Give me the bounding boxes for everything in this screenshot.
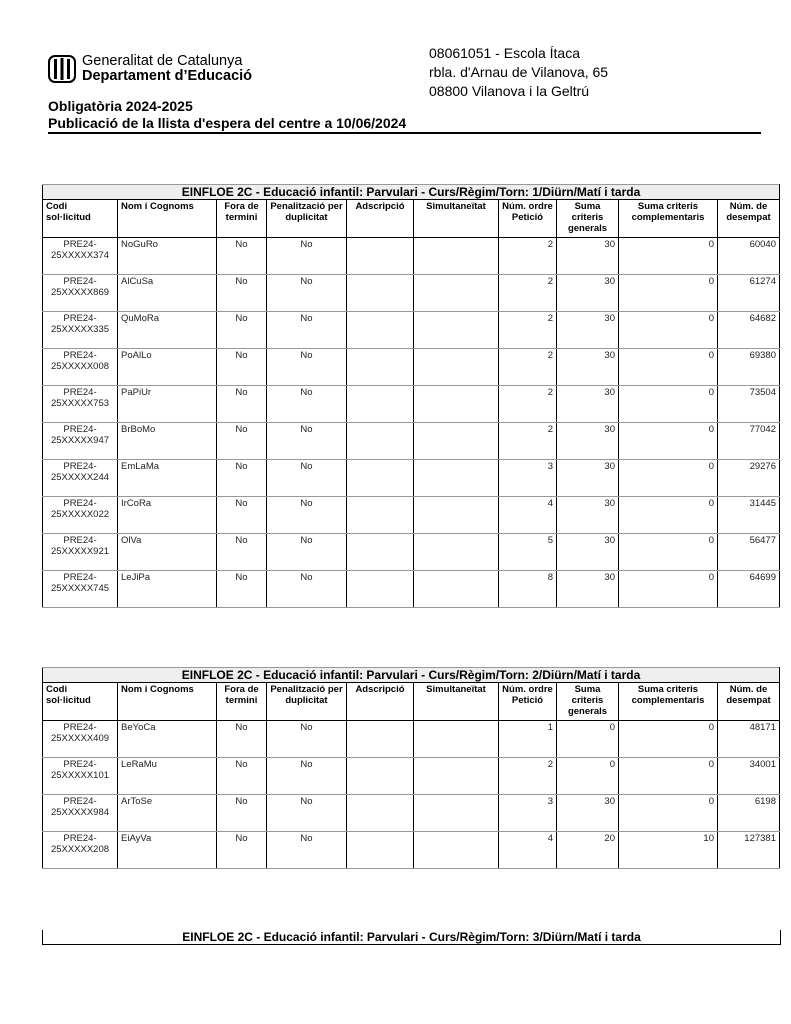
table-cell: No [217,423,267,460]
table-row [43,721,780,758]
waiting-list-table [42,184,780,608]
table-cell: No [267,571,347,608]
table-cell [347,721,414,758]
table-cell [414,832,499,869]
column-header: Núm. ordre Petició [499,200,557,238]
table-cell: 8 [499,571,557,608]
column-header: Suma criteris complementaris [619,683,718,721]
table-cell: 73504 [718,386,780,423]
table-cell: 0 [619,721,718,758]
table-cell: 1 [499,721,557,758]
table-cell: 10 [619,832,718,869]
column-header: Fora de termini [217,200,267,238]
table-cell: PRE24-25XXXXX374 [43,238,118,275]
table-cell: No [267,312,347,349]
table-cell [347,275,414,312]
table-cell: AlCuSa [118,275,217,312]
table-cell: 2 [499,386,557,423]
table-cell [414,758,499,795]
table-cell: No [267,534,347,571]
table-cell [347,534,414,571]
table-cell: 64682 [718,312,780,349]
column-header: Suma criteris complementaris [619,200,718,238]
table-cell [414,795,499,832]
table-cell: 0 [619,386,718,423]
table-cell: 30 [557,423,619,460]
column-header: Nom i Cognoms [118,200,217,238]
table-cell: 0 [619,312,718,349]
table-cell: 0 [619,571,718,608]
table-cell: No [217,758,267,795]
column-header: Núm. de desempat [718,200,780,238]
table-cell: NoGuRo [118,238,217,275]
table-title: EINFLOE 2C - Educació infantil: Parvulari - Curs/Règim/Torn: 1/Diürn/Matí i tarda [43,185,780,200]
table-row [43,423,780,460]
table-row [43,758,780,795]
table-cell [414,275,499,312]
table-cell [414,386,499,423]
header-divider [48,132,761,134]
table-cell: 0 [619,534,718,571]
table-title: EINFLOE 2C - Educació infantil: Parvulari - Curs/Règim/Torn: 2/Diürn/Matí i tarda [43,668,780,683]
table-cell: 60040 [718,238,780,275]
table-cell: OlVa [118,534,217,571]
table-cell [347,238,414,275]
table-cell: 30 [557,312,619,349]
table-cell: No [217,386,267,423]
table-cell: 3 [499,795,557,832]
table-cell: 2 [499,312,557,349]
table-cell [347,312,414,349]
table-cell: 31445 [718,497,780,534]
table-cell: 2 [499,423,557,460]
table-row [43,386,780,423]
table-cell: No [217,832,267,869]
table-cell [414,312,499,349]
table-cell: No [267,349,347,386]
table-cell: 30 [557,795,619,832]
table-row [43,534,780,571]
table-cell: 30 [557,386,619,423]
table-cell: PRE24-25XXXXX984 [43,795,118,832]
table-cell: No [217,312,267,349]
table-cell: EmLaMa [118,460,217,497]
table-cell: 0 [557,721,619,758]
page-subtitle: Publicació de la llista d'espera del centre a 10/06/2024 [48,115,407,131]
department-name: Departament d’Educació [82,68,253,84]
table-cell: PRE24-25XXXXX244 [43,460,118,497]
generalitat-logo [48,54,252,84]
column-header: Codi sol·licitud [43,683,118,721]
org-name: Generalitat de Catalunya [82,53,243,69]
table-cell: 2 [499,275,557,312]
table-cell: 0 [619,460,718,497]
table-cell [414,423,499,460]
table-cell: 30 [557,275,619,312]
table-cell: PRE24-25XXXXX753 [43,386,118,423]
table-cell [414,534,499,571]
table-cell: QuMoRa [118,312,217,349]
table-cell: No [217,460,267,497]
table-cell: No [267,721,347,758]
column-header: Suma criteris generals [557,200,619,238]
table-cell: 0 [619,238,718,275]
table-cell: No [217,721,267,758]
school-street: rbla. d'Arnau de Vilanova, 65 [429,64,609,80]
table-cell: 0 [619,758,718,795]
column-header: Fora de termini [217,683,267,721]
table-cell: No [217,571,267,608]
column-header: Codi sol·licitud [43,200,118,238]
table-row [43,238,780,275]
table-cell: 20 [557,832,619,869]
table-cell: 3 [499,460,557,497]
table-cell: 56477 [718,534,780,571]
table-cell: 64699 [718,571,780,608]
table-cell: PRE24-25XXXXX921 [43,534,118,571]
table-cell: 6198 [718,795,780,832]
table-cell: 4 [499,497,557,534]
page-title: Obligatòria 2024-2025 [48,98,193,114]
column-header: Núm. de desempat [718,683,780,721]
table-row [43,497,780,534]
table-cell: No [267,758,347,795]
table-cell [347,497,414,534]
table-cell [414,497,499,534]
table-cell: PoAlLo [118,349,217,386]
table-cell: 48171 [718,721,780,758]
column-header: Adscripció [347,200,414,238]
table-cell [414,571,499,608]
table-cell: PRE24-25XXXXX101 [43,758,118,795]
table-cell: LeJiPa [118,571,217,608]
table-row [43,832,780,869]
table-row [43,312,780,349]
table-cell: 30 [557,238,619,275]
table-row [43,349,780,386]
table-cell [414,349,499,386]
table-cell [347,386,414,423]
table-cell: 77042 [718,423,780,460]
table-cell: PRE24-25XXXXX409 [43,721,118,758]
table-cell: No [267,275,347,312]
table-cell: 0 [619,423,718,460]
table-cell: PRE24-25XXXXX022 [43,497,118,534]
generalitat-emblem-icon [48,55,76,83]
waiting-list-table [42,667,780,869]
table-cell: No [217,795,267,832]
table-cell: 30 [557,349,619,386]
column-header: Núm. ordre Petició [499,683,557,721]
table-cell: 2 [499,758,557,795]
table-cell: 30 [557,497,619,534]
column-header: Simultaneïtat [414,683,499,721]
table-cell [347,832,414,869]
column-header: Suma criteris generals [557,683,619,721]
table-cell: No [267,497,347,534]
table-cell: PRE24-25XXXXX008 [43,349,118,386]
table-cell: No [217,497,267,534]
table-cell: No [267,423,347,460]
table-cell: 30 [557,534,619,571]
table-cell: IrCoRa [118,497,217,534]
table-row [43,571,780,608]
table-cell: BrBoMo [118,423,217,460]
table-cell [347,571,414,608]
table-cell: PRE24-25XXXXX335 [43,312,118,349]
table-cell: No [267,832,347,869]
table-cell: No [267,238,347,275]
table-cell [347,460,414,497]
table-cell: LeRaMu [118,758,217,795]
table-cell [347,795,414,832]
table-cell [347,423,414,460]
table-cell: 30 [557,460,619,497]
column-header: Nom i Cognoms [118,683,217,721]
column-header: Adscripció [347,683,414,721]
table-cell: 0 [619,275,718,312]
table-cell: PRE24-25XXXXX745 [43,571,118,608]
table-cell: PaPiUr [118,386,217,423]
column-header: Penalització per duplicitat [267,200,347,238]
table-cell: 29276 [718,460,780,497]
school-address [429,44,608,101]
table-cell: 30 [557,571,619,608]
table-cell: No [217,349,267,386]
table-cell: PRE24-25XXXXX947 [43,423,118,460]
school-city: 08800 Vilanova i la Geltrú [429,83,590,99]
table-cell: BeYoCa [118,721,217,758]
school-name: 08061051 - Escola Ítaca [429,45,580,61]
table-cell: 0 [557,758,619,795]
table-row [43,795,780,832]
table-row [43,275,780,312]
table-cell: 127381 [718,832,780,869]
table-cell: 69380 [718,349,780,386]
table-cell [414,460,499,497]
table-cell: No [267,795,347,832]
column-header: Simultaneïtat [414,200,499,238]
table-cell: 4 [499,832,557,869]
table-cell [414,721,499,758]
table-cell: 0 [619,497,718,534]
table-cell [414,238,499,275]
table-cell: 2 [499,238,557,275]
table-cell: 61274 [718,275,780,312]
table-cell: ArToSe [118,795,217,832]
table-cell [347,349,414,386]
table-cell [347,758,414,795]
column-header: Penalització per duplicitat [267,683,347,721]
table-cell: PRE24-25XXXXX869 [43,275,118,312]
table-cell: EiAyVa [118,832,217,869]
table-cell: No [217,534,267,571]
table-title: EINFLOE 2C - Educació infantil: Parvulari - Curs/Règim/Torn: 3/Diürn/Matí i tarda [42,930,781,945]
table-cell: No [267,386,347,423]
table-cell: 0 [619,795,718,832]
table-row [43,460,780,497]
table-cell: No [267,460,347,497]
table-cell: No [217,238,267,275]
table-cell: No [217,275,267,312]
table-cell: 2 [499,349,557,386]
page-heading [48,98,406,132]
table-cell: 0 [619,349,718,386]
table-cell: PRE24-25XXXXX208 [43,832,118,869]
table-cell: 5 [499,534,557,571]
table-cell: 34001 [718,758,780,795]
